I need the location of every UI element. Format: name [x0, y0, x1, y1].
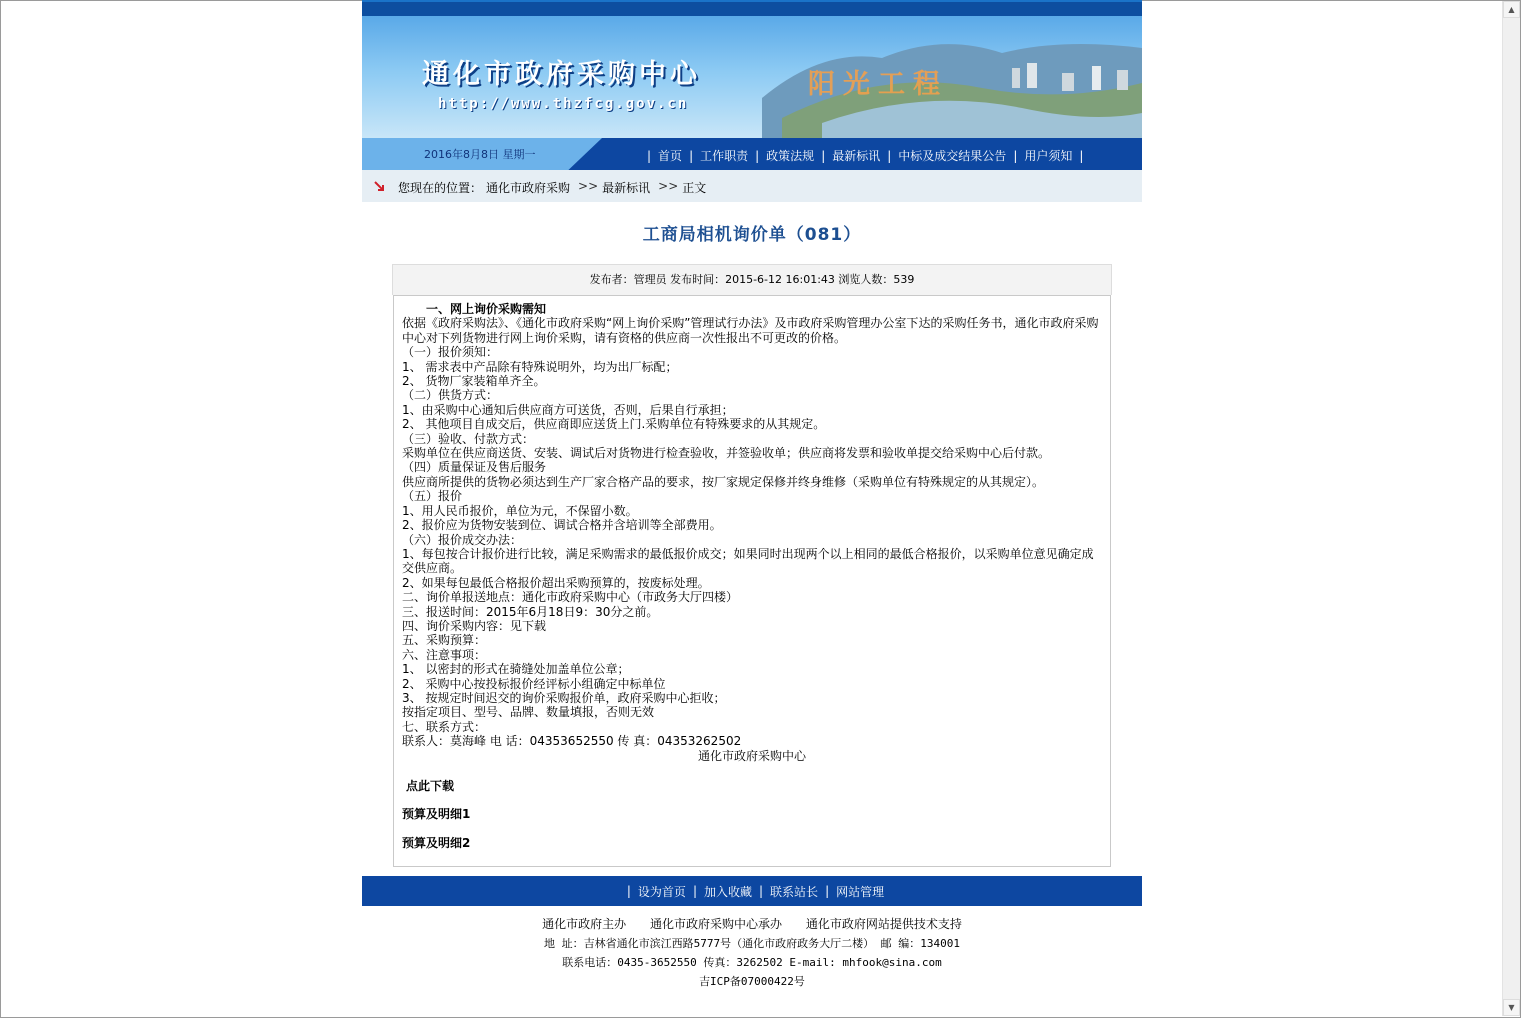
site-banner: [362, 0, 1142, 170]
article-body: [393, 295, 1111, 867]
footer-organizer: 通化市政府采购中心承办: [649, 917, 782, 931]
footer-contact: 联系电话：0435-3652550 传真：3262502 E-mail: mhfook@sina.com: [562, 956, 942, 969]
article-line: 1、用人民币报价，单位为元，不保留小数。: [402, 503, 638, 518]
article-line: 采购单位在供应商送货、安装、调试后对货物进行检查验收，并签验收单；供应商将发票和验收单提交给采购中心后付款。: [402, 446, 1051, 461]
footer-address: 地 址：吉林省通化市滨江西路5777号（通化市政府政务大厅二楼） 邮 编：134001: [543, 937, 961, 950]
nav-duties[interactable]: 工作职责: [700, 149, 749, 163]
article-line: 按指定项目、型号、品牌、数量填报，否则无效: [402, 705, 655, 720]
article-heading: 一、网上询价采购需知: [426, 302, 547, 316]
scroll-up-icon[interactable]: ▲: [1503, 1, 1520, 18]
article-line: 二、询价单报送地点：通化市政府采购中心（市政务大厅四楼）: [402, 590, 739, 605]
page-wrapper: [362, 0, 1142, 867]
banner-top-bar: [362, 2, 1142, 16]
article-signature: 通化市政府采购中心: [697, 748, 806, 763]
article-line: （二）供货方式：: [402, 388, 499, 403]
breadcrumb-item-current: 正文: [682, 181, 707, 195]
breadcrumb-item-latest[interactable]: 最新标讯: [602, 181, 651, 195]
article-line: 联系人：莫海峰 电 话：04353652550 传 真：04353262502: [402, 734, 742, 749]
article-line: （五）报价: [402, 489, 463, 504]
budget-detail-1-link[interactable]: 预算及明细1: [402, 807, 471, 822]
set-homepage-link[interactable]: 设为首页: [637, 884, 686, 899]
nav-home[interactable]: 首页: [658, 149, 683, 163]
nav-policies[interactable]: 政策法规: [766, 149, 815, 163]
article-line: 2、报价应为货物安装到位、调试合格并含培训等全部费用。: [402, 518, 722, 533]
footer-tech-support: 通化市政府网站提供技术支持: [805, 917, 962, 931]
breadcrumb-label: 您现在的位置：: [398, 181, 483, 195]
breadcrumb: 您现在的位置： 通化市政府采购 >> 最新标讯 >> 正文: [362, 170, 1142, 202]
site-url: http://www.thzfcg.gov.cn: [438, 96, 689, 112]
article-title: 工商局相机询价单（081）: [642, 225, 862, 245]
article-meta: 发布者：管理员 发布时间：2015-6-12 16:01:43 浏览人数：539: [392, 264, 1112, 295]
article-line: （六）报价成交办法：: [402, 532, 523, 547]
article-line: 1、 需求表中产品除有特殊说明外，均为出厂标配；: [402, 359, 678, 374]
nav-results[interactable]: 中标及成交结果公告: [898, 149, 1007, 163]
banner-slogan: 阳光工程: [808, 69, 948, 100]
article-line: 2、如果每包最低合格报价超出采购预算的，按废标处理。: [402, 575, 710, 590]
vertical-scrollbar[interactable]: [1502, 1, 1520, 1016]
article-line: 四、询价采购内容：见下载: [402, 618, 547, 633]
article-line: （四）质量保证及售后服务: [402, 460, 547, 475]
arrow-down-right-icon: [374, 181, 386, 193]
current-date: 2016年8月8日 星期一: [424, 148, 536, 161]
site-footer: [362, 876, 1142, 991]
article-line: 供应商所提供的货物必须达到生产厂家合格产品的要求，按厂家规定保修并终身维修（采购单位有特殊规定的从其规定）。: [402, 474, 1045, 489]
main-nav: | 首页 | 工作职责 | 政策法规 | 最新标讯 | 中标及成交结果公告 | 用户须知 |: [647, 148, 1084, 163]
nav-latest-bids[interactable]: 最新标讯: [832, 149, 881, 163]
contact-webmaster-link[interactable]: 联系站长: [770, 884, 819, 899]
scroll-down-icon[interactable]: ▼: [1503, 999, 1520, 1016]
article-line: 七、联系方式：: [402, 719, 487, 734]
article-line: 五、采购预算：: [402, 633, 487, 648]
article-line: （一）报价须知：: [402, 345, 499, 360]
article-line: 依据《政府采购法》、《通化市政府采购“网上询价采购”管理试行办法》及市政府采购管理办公室下达的采购任务书，通化市政府采购中心对下列货物进行网上询价采购，请有资格的供应商一次性报出不可更改的价格。: [402, 316, 1099, 345]
footer-sponsor: 通化市政府主办: [542, 917, 627, 931]
article-line: 2、 采购中心按投标报价经评标小组确定中标单位: [402, 676, 666, 691]
site-admin-link[interactable]: 网站管理: [836, 884, 885, 899]
footer-links: | 设为首页 | 加入收藏 | 联系站长 | 网站管理: [362, 876, 1142, 906]
article-line: 1、每包按合计报价进行比较，满足采购需求的最低报价成交；如果同时出现两个以上相同的最低合格报价，以采购单位意见确定成交供应商。: [402, 546, 1094, 576]
add-favorite-link[interactable]: 加入收藏: [703, 884, 752, 899]
article-line: 六、注意事项：: [402, 647, 487, 662]
footer-icp[interactable]: 吉ICP备07000422号: [699, 975, 805, 988]
article-line: 三、报送时间：2015年6月18日9：30分之前。: [402, 604, 659, 619]
article-line: （三）验收、付款方式：: [402, 431, 535, 446]
article-line: 2、 其他项目自成交后，供应商即应送货上门.采购单位有特殊要求的从其规定。: [402, 417, 826, 432]
footer-info: [362, 915, 1142, 991]
budget-detail-2-link[interactable]: 预算及明细2: [402, 835, 471, 850]
site-title: 通化市政府采购中心: [422, 59, 701, 90]
article-line: 2、 货物厂家装箱单齐全。: [402, 374, 546, 389]
article-line: 1、 以密封的形式在骑缝处加盖单位公章；: [402, 662, 630, 677]
nav-user-notice[interactable]: 用户须知: [1024, 149, 1073, 163]
download-link[interactable]: 点此下载: [406, 779, 455, 793]
article-line: 1、由采购中心通知后供应商方可送货，否则，后果自行承担；: [402, 402, 734, 417]
article-line: 3、 按规定时间迟交的询价采购报价单，政府采购中心拒收；: [402, 690, 726, 705]
breadcrumb-item-home[interactable]: 通化市政府采购: [486, 181, 571, 195]
